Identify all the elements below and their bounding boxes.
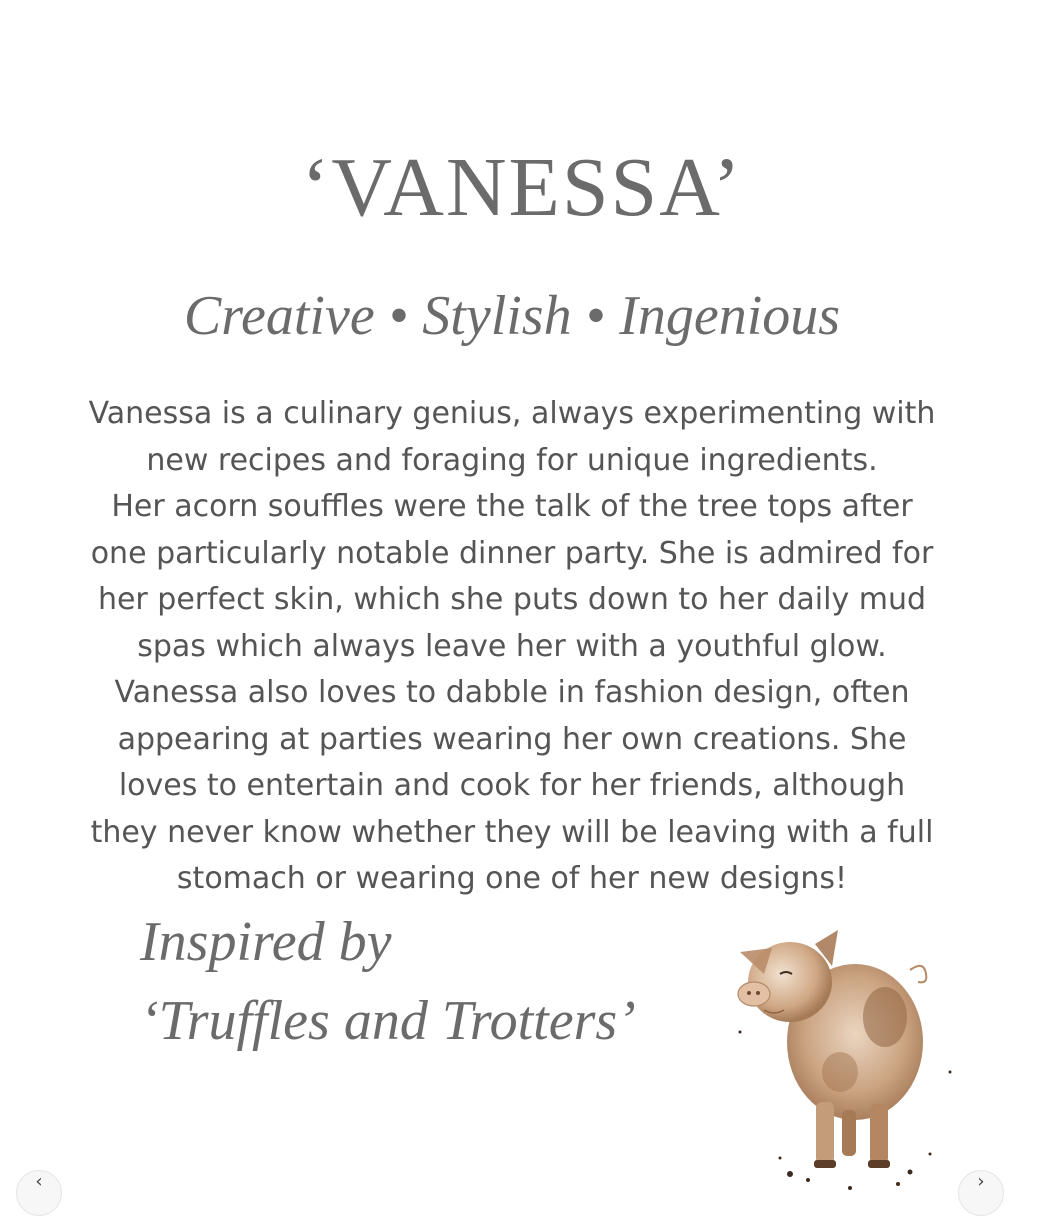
bio-line: Vanessa is a culinary genius, always experimenting with (88, 396, 936, 431)
character-name-title: ‘VANESSA’ (301, 141, 743, 234)
character-traits: Creative • Stylish • Ingenious (183, 285, 841, 347)
pig-illustration (720, 922, 970, 1194)
bio-line: stomach or wearing one of her new designs! (176, 861, 848, 896)
character-bio (50, 391, 974, 903)
previous-slide-button[interactable] (16, 1170, 62, 1216)
bio-line: they never know whether they will be leaving with a full (90, 814, 934, 850)
bio-line: new recipes and foraging for unique ingredients. (146, 442, 878, 478)
inspired-by-caption (140, 906, 636, 1058)
next-slide-button[interactable] (958, 1170, 1004, 1216)
inspired-by-line: Inspired by (140, 911, 392, 973)
bio-line: her perfect skin, which she puts down to her daily mud (97, 582, 927, 617)
bio-line: appearing at parties wearing her own creations. She (117, 721, 907, 757)
bio-line: one particularly notable dinner party. She is admired for (90, 535, 934, 571)
inspiration-title: ‘Truffles and Trotters’ (140, 989, 636, 1052)
bio-line: loves to entertain and cook for her friends, although (118, 768, 906, 803)
chevron-left-icon: ‹ (35, 1171, 43, 1192)
bio-line: Her acorn souffles were the talk of the tree tops after (111, 489, 913, 524)
chevron-right-icon: › (977, 1171, 985, 1192)
bio-line: spas which always leave her with a youthful glow. (137, 628, 887, 664)
bio-line: Vanessa also loves to dabble in fashion design, often (114, 675, 910, 710)
